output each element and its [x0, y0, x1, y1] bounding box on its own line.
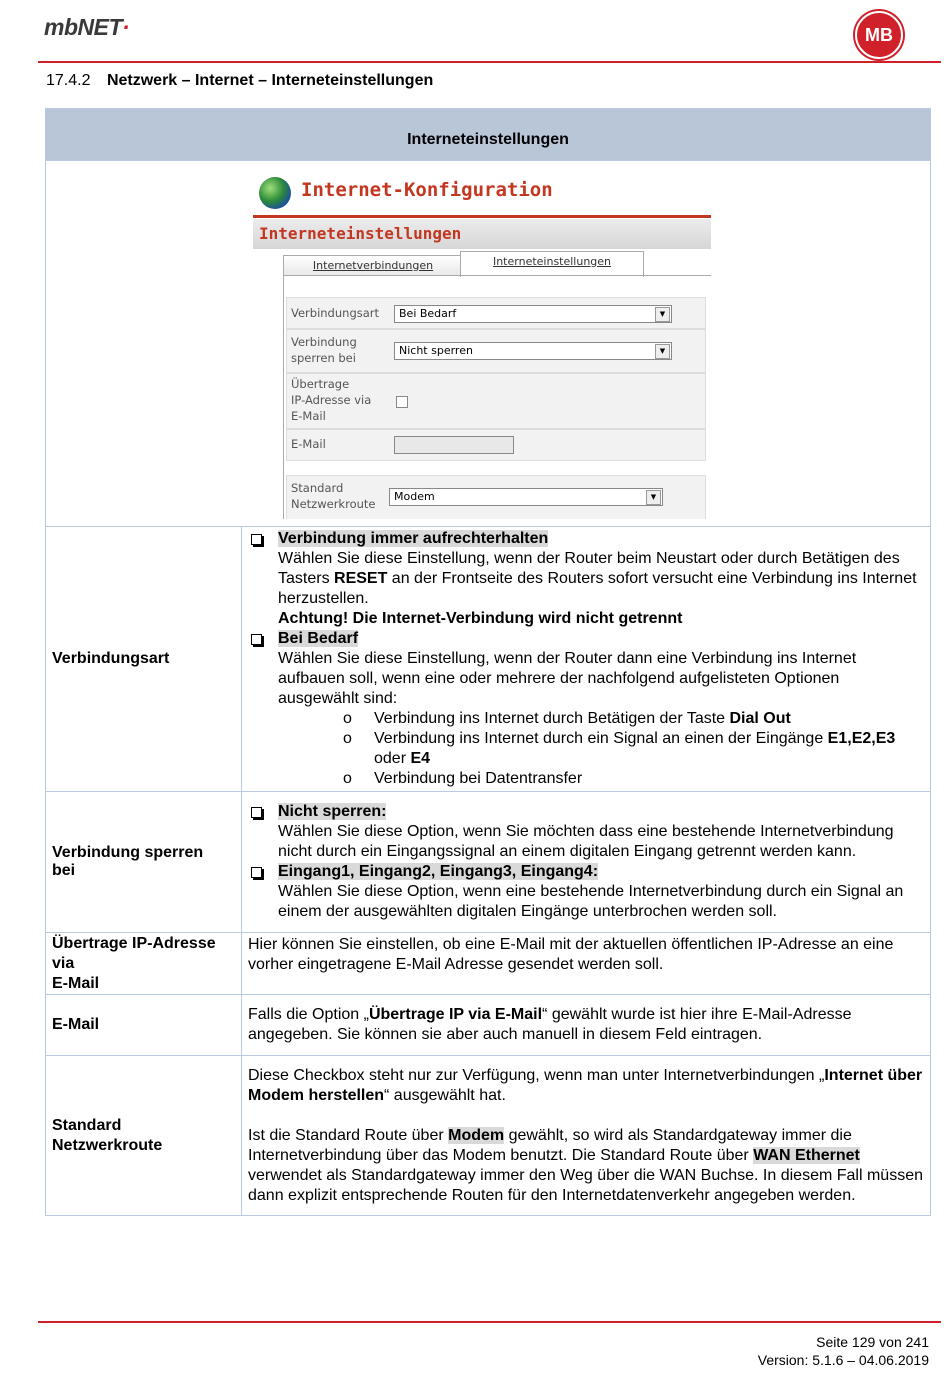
- option-eingaenge: [248, 862, 924, 882]
- route-paragraph-1: Diese Checkbox steht nur zur Verfügung, wenn man unter Internetverbindungen „Internet über Modem herstellen“ ausgewählt hat.: [248, 1066, 923, 1104]
- option-nicht-sperren: [248, 802, 924, 822]
- field-verbindungsart: [286, 297, 706, 329]
- sperren-label: Verbindung sperren bei: [291, 334, 357, 365]
- email-input[interactable]: [394, 436, 514, 454]
- route-value: Modem: [394, 489, 435, 503]
- label-uebertrage: Übertrage IP-Adresse via E-Mail: [46, 933, 242, 995]
- header-divider: [38, 61, 941, 63]
- globe-icon: [259, 177, 291, 209]
- option-bei-bedarf: [248, 629, 924, 649]
- desc-sperren: [242, 792, 931, 933]
- version-info: Version: 5.1.6 – 04.06.2019: [757, 1352, 929, 1368]
- label-verbindungsart: Verbindungsart: [46, 527, 242, 792]
- desc-route: [242, 1056, 931, 1216]
- verbindungsart-label: Verbindungsart: [291, 305, 380, 320]
- sperren-value: Nicht sperren: [399, 343, 473, 357]
- sub-option: o Verbindung bei Datentransfer: [248, 769, 924, 789]
- mb-logo: MB: [855, 11, 903, 59]
- row-email: [46, 995, 931, 1056]
- uebertrage-label: Übertrage IP-Adresse via E-Mail: [291, 376, 372, 423]
- field-sperren: [286, 329, 706, 373]
- row-uebertrage: [46, 933, 931, 995]
- option-title: Eingang1, Eingang2, Eingang3, Eingang4:: [278, 863, 599, 880]
- mbnet-logo: mbNET·: [44, 14, 130, 40]
- option-title: Nicht sperren:: [278, 803, 387, 820]
- section-number: 17.4.2: [46, 72, 91, 89]
- sub-option: o Verbindung ins Internet durch ein Signal an einen der Eingänge E1,E2,E3 oder E4: [248, 729, 924, 769]
- field-uebertrage: [286, 373, 706, 429]
- config-title: Internet-Konfiguration: [301, 178, 553, 201]
- table-header: Interneteinstellungen: [46, 109, 931, 161]
- desc-uebertrage: Hier können Sie einstellen, ob eine E-Mail mit der aktuellen öffentlichen IP-Adresse an eine vorher eingetragene E-Mail Adresse gesendet werden soll.: [242, 933, 931, 995]
- label-sperren: Verbindung sperren bei: [46, 792, 242, 933]
- route-label: Standard Netzwerkroute: [291, 480, 376, 511]
- verbindungsart-value: Bei Bedarf: [399, 306, 457, 320]
- sub-option: o Verbindung ins Internet durch Betätigen der Taste Dial Out: [248, 709, 924, 729]
- row-sperren: [46, 792, 931, 933]
- option-text: Wählen Sie diese Option, wenn eine bestehende Internetverbindung durch ein Signal an einem der ausgewählten digitalen Eingänge unterbrochen werden soll.: [278, 883, 904, 920]
- sperren-select[interactable]: [394, 342, 672, 360]
- label-route: Standard Netzwerkroute: [46, 1056, 242, 1216]
- option-title: Verbindung immer aufrechterhalten: [278, 530, 549, 547]
- chevron-down-icon: ▼: [655, 307, 670, 322]
- route-paragraph-2: Ist die Standard Route über Modem gewählt, so wird als Standardgateway immer die Internetverbindung über das Modem benutzt. Die Standard Route über WAN Ethernet verwendet als Standardgateway immer den Weg über die WAN Buchse. In diesem Fall müssen dann explizit entsprechende Routen für den Internetdatenverkehr angegeben werden.: [248, 1126, 923, 1204]
- warning-text: Achtung! Die Internet-Verbindung wird nicht getrennt: [278, 610, 683, 627]
- title-underline: [253, 215, 711, 218]
- option-title: Bei Bedarf: [278, 630, 359, 647]
- settings-table: [45, 108, 931, 1216]
- label-email: E-Mail: [46, 995, 242, 1056]
- option-immer-aufrecht: [248, 529, 924, 549]
- row-route: [46, 1056, 931, 1216]
- page-number: Seite 129 von 241: [816, 1334, 929, 1350]
- config-subtitle-bar: [253, 219, 711, 249]
- spacer: [248, 1106, 924, 1126]
- row-verbindungsart: [46, 527, 931, 792]
- tab-interneteinstellungen[interactable]: Interneteinstellungen: [460, 251, 644, 277]
- footer-divider: [38, 1321, 941, 1323]
- internet-config-screenshot: [253, 169, 711, 519]
- tab-internetverbindungen[interactable]: Internetverbindungen: [283, 255, 463, 276]
- option-text: Wählen Sie diese Option, wenn Sie möchten dass eine bestehende Internetverbindung nicht durch ein Eingangssignal an einem digitalen Eingang getrennt werden kann.: [278, 823, 894, 860]
- desc-verbindungsart: [242, 527, 931, 792]
- verbindungsart-select[interactable]: [394, 305, 672, 323]
- section-title: Netzwerk – Internet – Interneteinstellungen: [106, 72, 434, 89]
- chevron-down-icon: ▼: [646, 490, 661, 505]
- route-select[interactable]: [389, 488, 663, 506]
- email-label: E-Mail: [291, 436, 326, 451]
- uebertrage-checkbox[interactable]: [396, 396, 408, 408]
- chevron-down-icon: ▼: [655, 344, 670, 359]
- option-text: Wählen Sie diese Einstellung, wenn der Router beim Neustart oder durch Betätigen des Tasters RESET an der Frontseite des Routers sofort versucht eine Verbindung ins Internet herzustellen.: [278, 550, 917, 607]
- option-text: Wählen Sie diese Einstellung, wenn der Router dann eine Verbindung ins Internet aufbauen soll, wenn eine oder mehrere der nachfolgend aufgelisteten Optionen ausgewählt sind:: [278, 650, 857, 707]
- screenshot-cell: [46, 161, 931, 527]
- config-subtitle: Interneteinstellungen: [259, 223, 462, 243]
- section-heading: [46, 72, 433, 90]
- field-route: [286, 475, 706, 519]
- field-email: [286, 429, 706, 461]
- desc-email: Falls die Option „Übertrage IP via E-Mail“ gewählt wurde ist hier ihre E-Mail-Adresse angegeben. Sie können sie aber auch manuell in diesem Feld eintragen.: [242, 995, 931, 1056]
